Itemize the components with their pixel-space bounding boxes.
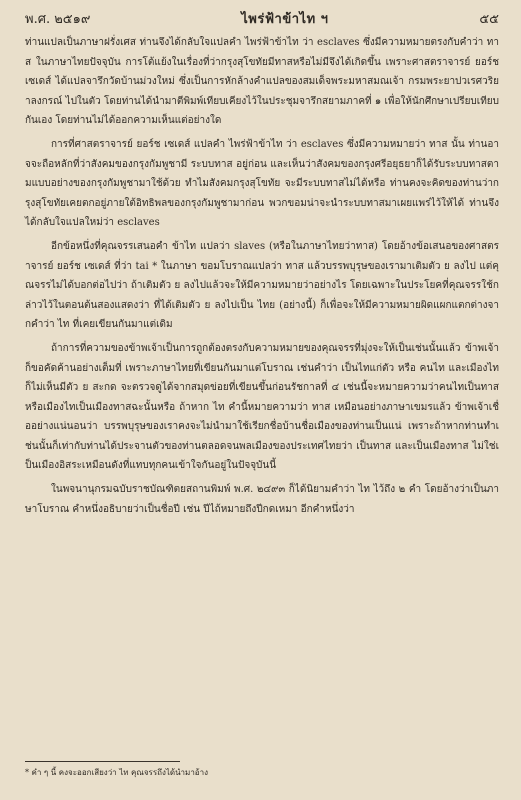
running-title: ไพร่ฟ้าข้าไท ฯ [241, 12, 329, 27]
footnote-divider [25, 761, 180, 762]
body-text [25, 33, 499, 523]
header-year: พ.ศ. ๒๕๑๙ [25, 12, 91, 27]
footnote: * คำ ๆ นี้ คงจะออกเสียงว่า ไท คุณจรรถึงได้นำมาอ้าง [25, 768, 209, 777]
page-header [25, 8, 499, 30]
page-number: ๕๕ [479, 12, 499, 27]
paragraph-5: ในพจนานุกรมฉบับราชบัณฑิตยสถานพิมพ์ พ.ศ. ๒๔๙๓ ก็ได้นิยามคำว่า ไท ไว้ถึง ๒ คำ โดยอ้างว่าเป็นภาษาโบราณ คำหนึ่งอธิบายว่าเป็นชื่อปี เช่น ปีไถ้หมายถึงปีกดเหมา อีกคำหนึ่งว่า [25, 484, 499, 515]
paragraph-1: ท่านแปลเป็นภาษาฝรั่งเศส ท่านจึงได้กลับใจแปลคำ ไพร่ฟ้าข้าไท ว่า esclaves ซึ่งมีความหมายตรงกับคำว่า ทาส ในภาษาไทยปัจจุบัน การโต้แย้งในเรื่องที่ว่ากรุงสุโขทัยมีทาสหรือไม่มีจึงได้เกิดขึ้น เพราะศาสตราจารย์ ยอร์ช เซเดส์ ได้แปลจารึกวัดบ้านม่วงใหม่ ซึ่งเป็นการหักล้างคำแปลของสมเด็จพระมหาสมณเจ้า กรมพระยาปวเรศวริยาลงกรณ์ ไปในตัว โดยท่านได้นำมาตีพิมพ์เทียบเคียงไว้ในประชุมจารึกสยามภาคที่ ๑ เพื่อให้นักศึกษาเปรียบเทียบกันเอง โดยท่านไม่ได้ออกความเห็นแต่อย่างใด [25, 37, 499, 127]
paragraph-2: การที่ศาสตราจารย์ ยอร์ช เซเดส์ แปลคำ ไพร่ฟ้าข้าไท ว่า esclaves ซึ่งมีความหมายว่า ทาส นั้น ท่านอาจจะถือหลักที่ว่าสังคมของกรุงกัมพูชามี ระบบทาส อยู่ก่อน และเห็นว่าสังคมของกรุงศรีอยุธยาก็ได้รับระบบทาสตามแบบอย่างของกรุงกัมพูชามาใช้ด้วย ทำไมสังคมกรุงสุโขทัย จะมีระบบทาสไม่ได้หรือ ท่านคงจะคิดของท่านว่ากรุงสุโขทัยเคยตกอยู่ภายใต้อิทธิพลของกรุงกัมพูชามาก่อน พวกขอมน่าจะนำระบบทาสมาเผยแพร่ไว้ให้ได้ ท่านจึงได้กลับใจแปลใหม่ว่า esclaves [25, 138, 499, 229]
paragraph-4: ถ้าการที่ความของข้าพเจ้าเป็นการถูกต้องตรงกับความหมายของคุณจรรที่มุ่งจะให้เป็นเช่นนั้นแล้ว ข้าพเจ้าก็ขอคัดค้านอย่างเต็มที่ เพราะภาษาไทยที่เขียนกันมาแต่โบราณ เช่นคำว่า เป็นไทแก่ตัว หรือ คนไท และเมืองไท ก็ไม่เห็นมีตัว ย สะกด จะตรวจดูได้จากสมุดข่อยที่เขียนขึ้นก่อนรัชกาลที่ ๔ เช่นนี้จะหมายความว่าคนไทเป็นทาส หรือเมืองไทเป็นเมืองทาสฉะนั้นหรือ ถ้าหาก ไท คำนี้หมายความว่า ทาส เหมือนอย่างภาษาเขมรแล้ว ข้าพเจ้าเชื่ออย่างแน่นอนว่า บรรพบุรุษของเราคงจะไม่นำมาใช้เรียกชื่อบ้านชื่อเมืองของท่านเป็นแน่ เพราะถ้าหากท่านทำเช่นนั้นก็เท่ากับท่านได้ประจานตัวของท่านตลอดจนพลเมืองของประเทศไทยว่า เป็นทาส และเป็นเมืองทาส ไม่ใช่เป็นเมืองอิสระเหมือนดังที่แทบทุกคนเข้าใจกันอยู่ในปัจจุบันนี้ [25, 342, 499, 472]
paragraph-3: อีกข้อหนึ่งที่คุณจรรเสนอคำ ข้าไท แปลว่า slaves (หรือในภาษาไทยว่าทาส) โดยอ้างข้อเสนอของศาสตราจารย์ ยอร์ช เซเดส์ ที่ว่า tai * ในภาษา ขอมโบราณแปลว่า ทาส แล้วบรรพบุรุษของเรามาเติมตัว ย ลงไป แต่คุณจรรไม่ได้บอกต่อไปว่า ถ้าเติมตัว ย ลงไปแล้วจะให้มีความหมายว่าอย่างไร โดยเฉพาะในประโยคที่คุณจรรใช้กล่าวไว้ในตอนต้นสองแสดงว่า ที่ได้เติมตัว ย ลงไปเป็น ไทย (อย่างนี้) ก็เพื่อจะให้มีความหมายผิดแผกแตกต่างจากคำว่า ไท ที่เคยเขียนกันมาแต่เดิม [25, 240, 499, 331]
